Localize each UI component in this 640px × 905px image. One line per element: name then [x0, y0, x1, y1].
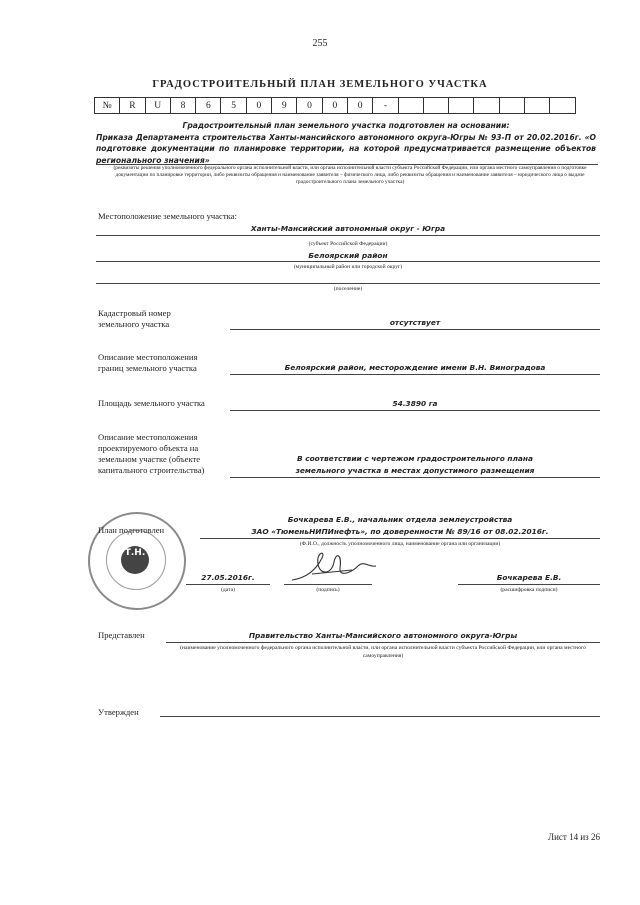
presented-value: Правительство Ханты-Мансийского автономного округа-Югры [248, 631, 518, 640]
area-label: Площадь земельного участка [98, 398, 205, 408]
boundaries-label [98, 352, 197, 374]
signature-caption: (подпись) [316, 587, 340, 593]
cadastral-value: отсутствует [389, 318, 441, 327]
preparer-line [200, 538, 600, 539]
boundaries-value: Белоярский район, месторождение имени В.Н. Виноградова [284, 363, 546, 372]
boundaries-line [230, 374, 600, 375]
subject-value: Ханты-Мансийский автономный округ - Югра [250, 224, 446, 233]
code-cell: - [373, 98, 398, 114]
settlement-caption: (поселение) [333, 286, 363, 292]
boundaries-label-line1: Описание местоположения [98, 352, 198, 362]
signature-line [284, 584, 372, 585]
object-value-line2: земельного участка в местах допустимого размещения [295, 466, 535, 475]
code-cell: 6 [196, 98, 221, 114]
code-cell: 0 [347, 98, 372, 114]
cadastral-label-line2: земельного участка [98, 319, 170, 329]
code-cell: R [120, 98, 145, 114]
cadastral-label-line1: Кадастровый номер [98, 308, 171, 318]
code-cell [499, 98, 524, 114]
document-title: ГРАДОСТРОИТЕЛЬНЫЙ ПЛАН ЗЕМЕЛЬНОГО УЧАСТКА [152, 79, 488, 90]
object-label-line1: Описание местоположения [98, 432, 198, 442]
code-cell: № [95, 98, 120, 114]
presented-caption: (наименование уполномоченного федерального органа исполнительной власти, или органа исполнительной власти субъекта Российской Федерации, или органа местного самоуправления) [180, 645, 586, 659]
preparer-caption: (Ф.И.О., должность уполномоченного лица, наименование органа или организации) [299, 541, 501, 547]
code-cell [398, 98, 423, 114]
date-value: 27.05.2016г. [201, 573, 255, 582]
basis-caption: (реквизиты решения уполномоченного федерального органа исполнительной власти, или органа исполнительной власти субъекта Российской Федерации, или органа местного самоуправления о подготовке документации по планировке территории, либо реквизиты обращения и наименование заявителя – физического лица, либо реквизиты обращения и наименование заявителя – юридического лица о выдаче градостроительного плана земельного участка) [113, 165, 587, 185]
code-cell [449, 98, 474, 114]
basis-text: Приказа Департамента строительства Ханты-мансийского автономного округа-Югры № 93-П от 20.02.2016г. «О подготовке документации по планировке территории, на которой предусматривается размещение объектов регионального значения» [96, 132, 596, 165]
code-cell: U [145, 98, 170, 114]
gpzu-number-table [94, 97, 576, 114]
code-cell [423, 98, 448, 114]
code-cell [474, 98, 499, 114]
cadastral-line [230, 329, 600, 330]
subject-caption: (субъект Российской Федерации) [308, 241, 388, 247]
code-cell [550, 98, 575, 114]
object-label-line2: проектируемого объекта на [98, 443, 199, 453]
code-cell: 0 [297, 98, 322, 114]
object-label [98, 432, 204, 476]
decoding-value: Бочкарева Е.В. [496, 573, 562, 582]
object-label-line4: капитального строительства) [98, 465, 205, 475]
location-label: Местоположение земельного участка: [98, 211, 237, 221]
basis-block [96, 120, 596, 166]
boundaries-label-line2: границ земельного участка [98, 363, 197, 373]
cadastral-label [98, 308, 171, 330]
object-line [230, 477, 600, 478]
preparer-org: ЗАО «ТюменьНИПИнефть», по доверенности № 89/16 от 08.02.2016г. [251, 527, 549, 536]
code-cell [525, 98, 550, 114]
seal-initials: Т.Н. [124, 548, 146, 558]
basis-heading: Градостроительный план земельного участка подготовлен на основании: [182, 121, 510, 130]
prepared-label: План подготовлен [98, 525, 165, 535]
signature-icon [282, 548, 382, 588]
preparer-name: Бочкарева Е.В., начальник отдела землеустройства [287, 515, 513, 524]
district-line [96, 261, 600, 262]
date-line [186, 584, 270, 585]
code-row [95, 98, 576, 114]
object-value-line1: В соответствии с чертежом градостроительного плана [296, 454, 534, 463]
area-line [230, 410, 600, 411]
decoding-line [458, 584, 600, 585]
code-cell: 8 [170, 98, 195, 114]
code-cell: 9 [272, 98, 297, 114]
district-value: Белоярский район [308, 251, 388, 260]
code-cell: 0 [322, 98, 347, 114]
subject-line [96, 235, 600, 236]
object-label-line3: земельном участке (объекте [98, 454, 201, 464]
sheet-number: Лист 14 из 26 [548, 832, 600, 842]
district-caption: (муниципальный район или городской округ) [293, 264, 403, 270]
presented-label: Представлен [98, 630, 145, 640]
decoding-caption: (расшифровка подписи) [500, 587, 558, 593]
approved-label: Утвержден [98, 707, 139, 717]
area-value: 54.3890 га [392, 399, 438, 408]
settlement-line [96, 283, 600, 284]
date-caption: (дата) [221, 587, 235, 593]
page-number: 255 [312, 38, 328, 49]
code-cell: 5 [221, 98, 246, 114]
code-cell: 0 [246, 98, 271, 114]
presented-line [166, 642, 600, 643]
approved-line [160, 716, 600, 717]
